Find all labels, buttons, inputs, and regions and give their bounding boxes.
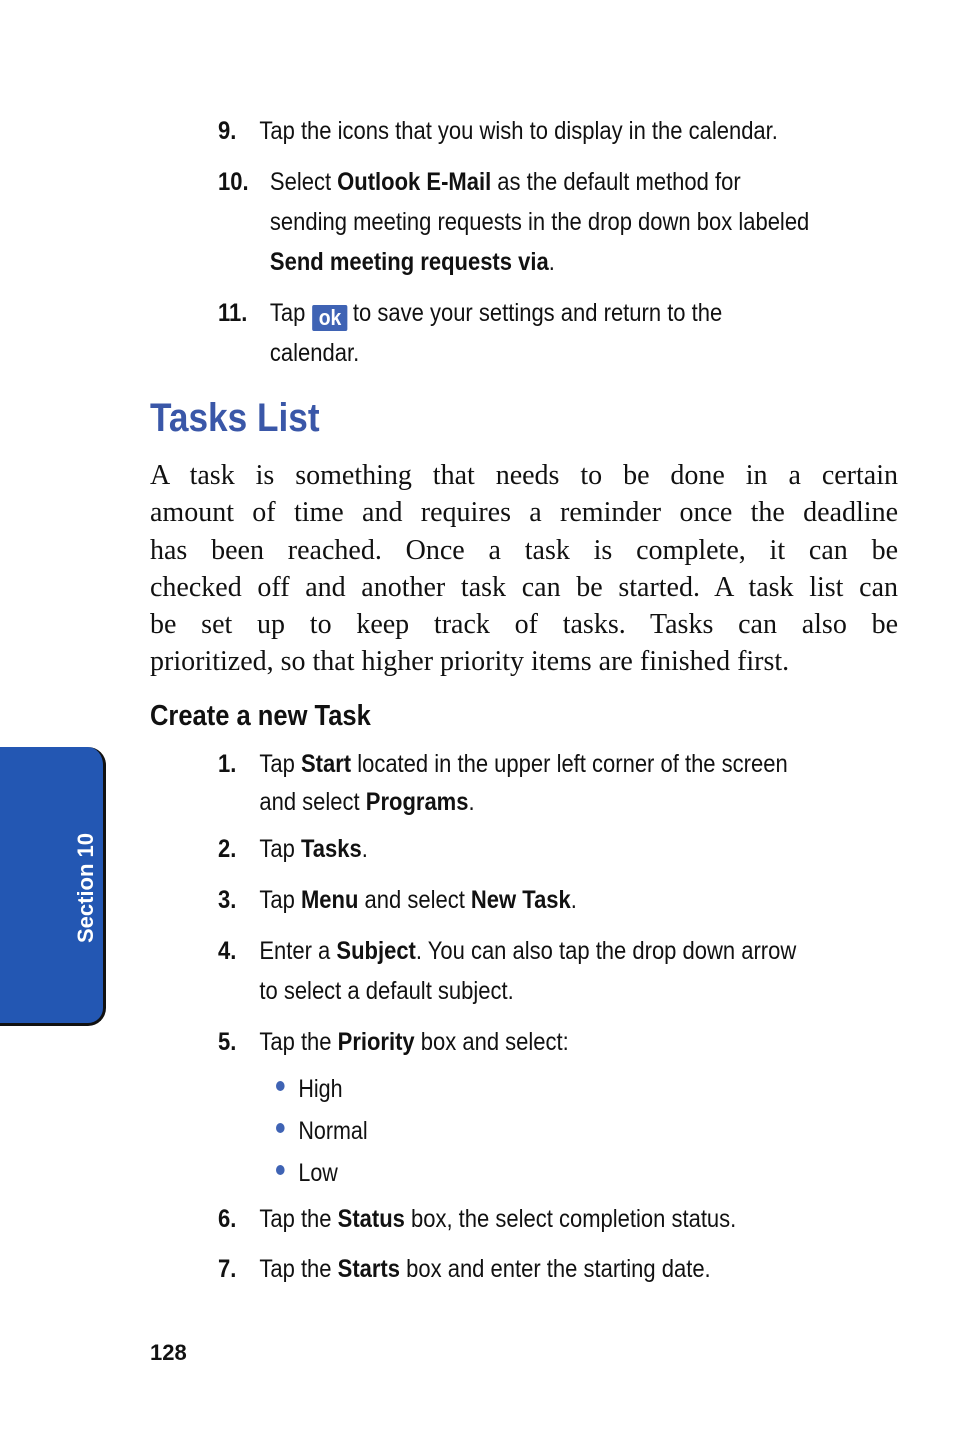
paragraph-line: prioritized, so that higher priority items are finished first. bbox=[150, 646, 790, 678]
step-number: 10. bbox=[218, 168, 249, 196]
step-bold: New Task bbox=[470, 886, 571, 914]
step-text: Enter a bbox=[259, 937, 337, 965]
paragraph-line: amount of time and requires a reminder once the deadline bbox=[150, 497, 898, 529]
ok-button-icon: ok bbox=[312, 305, 347, 331]
step-text: Tap bbox=[259, 835, 301, 863]
step-text: calendar. bbox=[269, 339, 360, 367]
step-bold: Send meeting requests via bbox=[269, 248, 549, 276]
step-text: . You can also tap the drop down arrow bbox=[415, 937, 797, 965]
step-number: 5. bbox=[218, 1028, 237, 1056]
page-number: 128 bbox=[150, 1340, 187, 1365]
step-text: sending meeting requests in the drop down box labeled bbox=[269, 208, 810, 236]
step-text: as the default method for bbox=[491, 168, 741, 196]
subheading: Create a new Task bbox=[150, 700, 371, 732]
step-bold: Starts bbox=[337, 1255, 401, 1283]
section-heading: Tasks List bbox=[150, 396, 320, 440]
step-bold: Outlook E-Mail bbox=[337, 168, 492, 196]
step-number: 7. bbox=[218, 1255, 237, 1283]
step-number: 1. bbox=[218, 750, 237, 778]
step-line bbox=[259, 1199, 736, 1239]
step-line bbox=[259, 829, 367, 869]
step-text: Tap the icons that you wish to display in the calendar. bbox=[259, 117, 778, 145]
step-text: . bbox=[570, 886, 577, 914]
step-text: Tap the bbox=[259, 1255, 338, 1283]
step-number: 2. bbox=[218, 835, 237, 863]
step-text: Tap the bbox=[259, 1205, 338, 1233]
step-text: Select bbox=[269, 168, 338, 196]
step-bold: Start bbox=[300, 750, 352, 778]
bullet-text: High bbox=[298, 1075, 343, 1103]
step-text: . bbox=[468, 788, 475, 816]
step-text: Tap the bbox=[259, 1028, 338, 1056]
step-bold: Priority bbox=[337, 1028, 415, 1056]
step-number: 6. bbox=[218, 1205, 237, 1233]
bullet-icon bbox=[276, 1081, 285, 1091]
bullet-text: Low bbox=[298, 1159, 338, 1187]
step-text: box, the select completion status. bbox=[404, 1205, 737, 1233]
step-text: box and select: bbox=[414, 1028, 569, 1056]
step-number: 3. bbox=[218, 886, 237, 914]
paragraph-line: checked off and another task can be started. A task list can bbox=[150, 571, 898, 603]
priority-option-high bbox=[276, 1069, 343, 1109]
step-text: Tap bbox=[259, 750, 301, 778]
step-text: and select bbox=[259, 788, 366, 816]
step-number: 4. bbox=[218, 937, 237, 965]
step-bold: Tasks bbox=[300, 835, 362, 863]
priority-option-low bbox=[276, 1153, 338, 1193]
step-line bbox=[259, 931, 796, 971]
paragraph-line: A task is something that needs to be done in a certain bbox=[150, 460, 898, 491]
step-bold: Status bbox=[337, 1205, 405, 1233]
section-label: Section 10 bbox=[73, 832, 98, 944]
intro-paragraph bbox=[150, 457, 898, 681]
step-line bbox=[259, 745, 787, 783]
step-line bbox=[270, 293, 722, 333]
step-line bbox=[270, 162, 809, 202]
step-line bbox=[259, 1249, 710, 1289]
step-text: to save your settings and return to the bbox=[352, 299, 723, 327]
step-bold: Programs bbox=[365, 788, 469, 816]
step-text: . bbox=[548, 248, 555, 276]
step-text: box and enter the starting date. bbox=[400, 1255, 711, 1283]
step-line bbox=[259, 880, 577, 920]
paragraph-line: be set up to keep track of tasks. Tasks can also be bbox=[150, 609, 898, 641]
step-text: and select bbox=[358, 886, 471, 914]
bullet-icon bbox=[276, 1165, 285, 1175]
priority-option-normal bbox=[276, 1111, 368, 1151]
step-number: 11. bbox=[218, 299, 248, 327]
paragraph-line: has been reached. Once a task is complete, it can be bbox=[150, 534, 898, 566]
step-bold: Menu bbox=[300, 886, 359, 914]
bullet-icon bbox=[276, 1123, 285, 1133]
step-text: located in the upper left corner of the screen bbox=[351, 750, 788, 778]
bullet-text: Normal bbox=[298, 1117, 368, 1145]
step-text: to select a default subject. bbox=[259, 977, 514, 1005]
step-text: Tap bbox=[269, 299, 306, 327]
step-bold: Subject bbox=[336, 937, 416, 965]
step-line bbox=[270, 242, 809, 282]
step-number: 9. bbox=[218, 117, 237, 145]
step-text: . bbox=[361, 835, 368, 863]
step-line bbox=[259, 783, 787, 821]
step-text: Tap bbox=[259, 886, 301, 914]
step-line bbox=[259, 1022, 568, 1062]
